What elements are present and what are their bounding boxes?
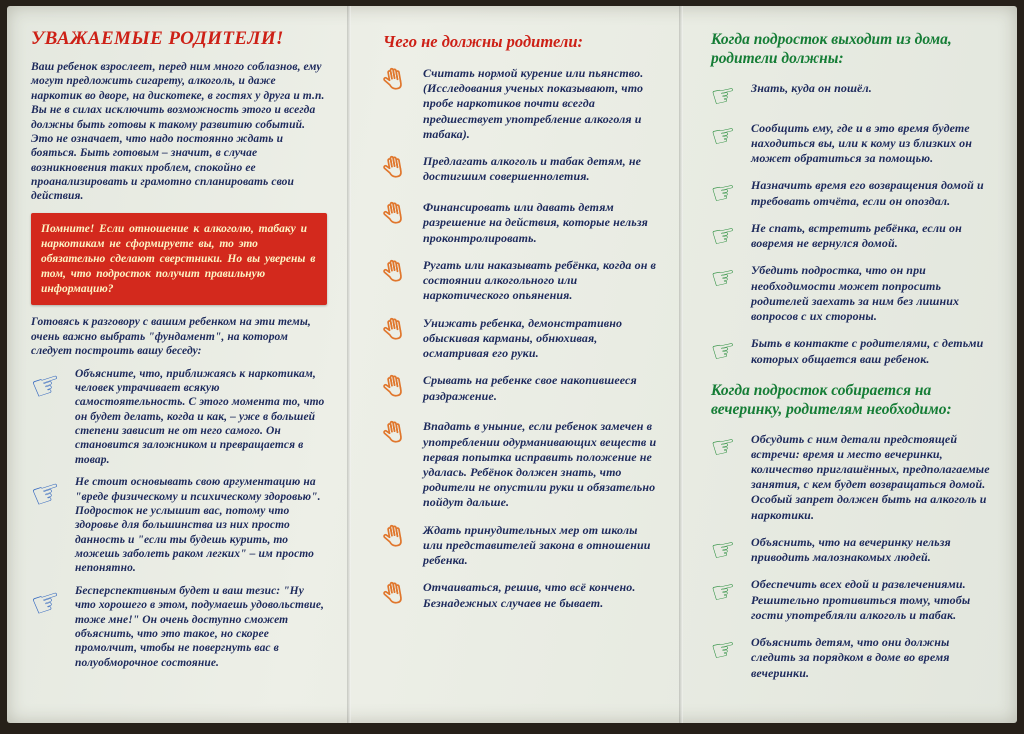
list-item-text: Финансировать или давать детям разрешение на действия, которые нельзя проконтролировать. xyxy=(423,200,648,245)
list-item xyxy=(381,419,659,510)
intro-paragraph: Ваш ребенок взрослеет, перед ним много соблазнов, ему могут предложить сигарету, алкоголь, и даже наркотик во дворе, на дискотеке, в гостях у друга и т.п. Вы не в силах исключить возможность этого и всегда должны быть готовы к такому развитию событий. Это не означает, что надо постоянно ждать и бояться. Быть готовым – значит, в случае возникновения таких проблем, спокойно ее проанализировать и грамотно спланировать свои действия. xyxy=(31,61,325,203)
list-item xyxy=(26,470,327,576)
pointing-hand-icon: ☞ xyxy=(707,530,740,569)
list-item xyxy=(381,154,659,188)
list-item xyxy=(707,332,991,370)
brochure-page xyxy=(7,6,1017,723)
middle-panel xyxy=(351,6,679,723)
open-palm-icon xyxy=(378,313,410,351)
list-item-text: Объяснить детям, что они должны следить за порядком в доме во время вечеринки. xyxy=(751,635,950,680)
list-item-text: Назначить время его возвращения домой и требовать отчёта, если он опоздал. xyxy=(751,178,984,208)
list-item-text: Обсудить с ним детали предстоящей встречи: время и место вечеринки, количество приглашённых, предполагаемые занятия, с кем будет возвращаться домой. Особый запрет должен быть на алкоголь и наркотики. xyxy=(751,431,990,522)
list-item-text: Объяснить, что на вечеринку нельзя приводить малознакомых людей. xyxy=(751,534,951,565)
pointing-hand-icon: ☞ xyxy=(707,116,740,154)
pointing-hand-icon: ☞ xyxy=(707,259,740,297)
left-panel xyxy=(7,6,347,723)
list-item-text: Сообщить ему, где и в это время будете находиться вы, или к кому из близких он может обратиться за помощью. xyxy=(751,120,973,166)
section-title: Чего не должны родители: xyxy=(383,32,583,51)
pointing-hand-icon: ☞ xyxy=(26,578,68,627)
right-panel xyxy=(683,6,1017,723)
list-item xyxy=(707,630,991,681)
list-item-text: Впадать в уныние, если ребенок замечен в употреблении одурманивающих веществ и первая попытка исправить положение не удалась. Ребёнок должен знать, что родители не опустили руки и обязательно пойдут дальше. xyxy=(423,419,657,510)
list-item-text: Ждать принудительных мер от школы или представителей закона в отношении ребенка. xyxy=(423,522,651,568)
list-item-text: Считать нормой курение или пьянство. (Исследования ученых показывают, что пробе наркотиков почти всегда предшествует употребление алкоголя и табака). xyxy=(423,66,644,141)
list-item xyxy=(707,116,991,167)
section-title: Когда подросток выходит из дома, родители должны: xyxy=(711,31,952,68)
list-item xyxy=(26,578,327,670)
pointing-hand-icon: ☞ xyxy=(707,427,740,465)
alert-box xyxy=(31,213,327,306)
pointing-hand-icon: ☞ xyxy=(707,332,740,370)
pointing-hand-icon: ☞ xyxy=(707,174,740,212)
list-item-text: Не спать, встретить ребёнка, если он вовремя не вернулся домой. xyxy=(751,220,962,251)
open-palm-icon xyxy=(378,256,410,294)
alert-text: Помните! Если отношение к алкоголю, табаку и наркотикам не сформируете вы, то это обязательно сделают сверстники. Но вы уверены в том, что подросток получит правильную информацию? xyxy=(41,222,316,295)
list-item xyxy=(707,573,991,623)
pointing-hand-icon: ☞ xyxy=(26,361,68,410)
open-palm-icon xyxy=(378,417,410,455)
open-palm-icon xyxy=(378,578,410,616)
list-item xyxy=(381,373,659,407)
list-item-text: Обеспечить всех едой и развлечениями. Решительно противиться тому, чтобы гости употребляли алкоголь и табак. xyxy=(751,577,971,622)
list-item xyxy=(381,523,659,569)
list-item-text: Ругать или наказывать ребёнка, когда он в состоянии алкогольного или наркотического опьянения. xyxy=(423,257,657,303)
list-item-text: Предлагать алкоголь и табак детям, не достигшим совершеннолетия. xyxy=(423,154,642,184)
pointing-hand-icon: ☞ xyxy=(707,76,740,114)
list-item xyxy=(381,316,659,362)
section-title: Когда подросток собирается на вечеринку, родителям необходимо: xyxy=(711,381,952,419)
open-palm-icon xyxy=(378,152,410,190)
open-palm-icon xyxy=(378,64,410,102)
pointing-hand-icon: ☞ xyxy=(707,630,740,669)
list-item xyxy=(26,361,327,468)
list-item-text: Знать, куда он пошёл. xyxy=(751,80,872,95)
open-palm-icon xyxy=(378,198,410,236)
list-item xyxy=(707,216,991,255)
list-item-text: Унижать ребенка, демонстративно обыскивая карманы, обнюхивая, осматривая его руки. xyxy=(423,315,623,361)
list-item xyxy=(707,174,991,212)
open-palm-icon xyxy=(378,521,410,559)
list-item-text: Отчаиваться, решив, что всё кончено. Безнадежных случаев не бывает. xyxy=(423,580,636,610)
list-item xyxy=(707,427,991,523)
list-item xyxy=(707,530,991,569)
list-item xyxy=(707,76,991,114)
list-item-text: Объясните, что, приближаясь к наркотикам, человек утрачивает всякую самостоятельность. С этого момента то, что он будет делать, когда и как, – уже в большей степени зависит не от него самого. Он становится заложником и превращается в товар. xyxy=(75,367,325,466)
list-item xyxy=(381,580,659,614)
list-item-text: Не стоит основывать свою аргументацию на "вреде физическому и психическому здоровью". Подросток не услышит вас, потому что здоровье для большинства из них просто данность и "если ты будешь курить, то можешь заболеть раком легких" – им просто непонятно. xyxy=(75,476,321,575)
pointing-hand-icon: ☞ xyxy=(707,216,740,255)
pointing-hand-icon: ☞ xyxy=(26,470,68,518)
pointing-hand-icon: ☞ xyxy=(707,573,740,611)
list-item-text: Убедить подростка, что он при необходимости может попросить родителей заехать за ним без лишних вопросов с их стороны. xyxy=(751,263,960,324)
list-item xyxy=(381,66,659,142)
page-title: УВАЖАЕМЫЕ РОДИТЕЛИ! xyxy=(31,28,284,49)
list-item xyxy=(707,259,991,324)
lead-paragraph: Готовясь к разговору с вашим ребенком на эти темы, очень важно выбрать "фундамент", на котором следует построить вашу беседу: xyxy=(31,316,311,358)
list-item xyxy=(381,258,659,304)
list-item-text: Срывать на ребенке свое накопившееся раздражение. xyxy=(423,373,637,403)
open-palm-icon xyxy=(378,371,410,409)
list-item xyxy=(381,200,659,246)
list-item-text: Быть в контакте с родителями, с детьми которых общается ваш ребенок. xyxy=(751,336,984,366)
list-item-text: Бесперспективным будет и ваш тезис: "Ну что хорошего в этом, подумаешь удовольствие, тоже мне!" Он очень доступно сможет объяснить, что это такое, но скорее промолчит, чтобы не повергнуть вас в полуобморочное состояние. xyxy=(75,584,324,669)
